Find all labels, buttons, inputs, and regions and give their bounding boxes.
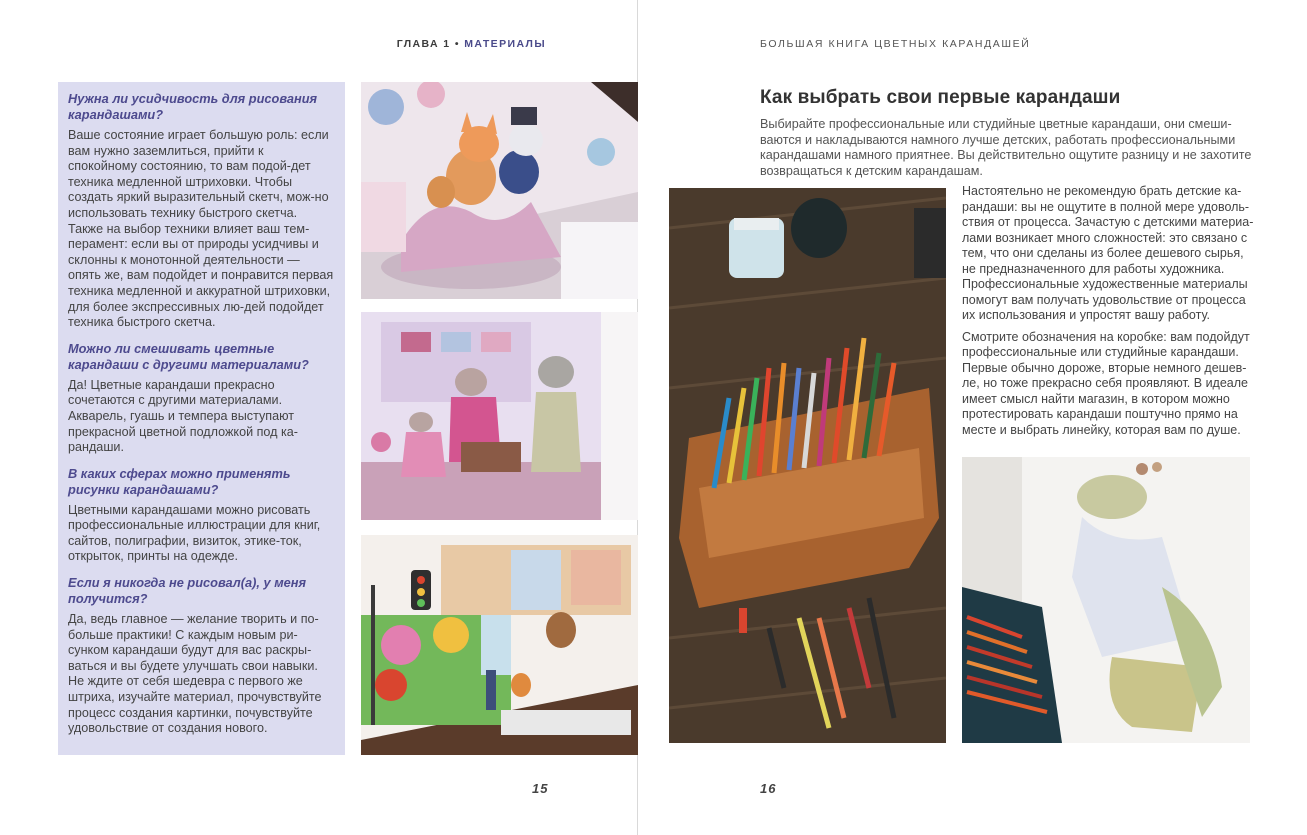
photo-frog-drawing [962, 457, 1250, 743]
photo-pencil-case [669, 188, 946, 743]
running-head-left [397, 38, 546, 50]
chapter-label: ГЛАВА 1 [396, 38, 451, 50]
photo-cats-illustration [361, 82, 638, 299]
section-label: МАТЕРИАЛЫ [464, 38, 546, 50]
page-number-left: 15 [532, 781, 549, 796]
section-title: Как выбрать свои первые карандаши [760, 87, 1121, 108]
body-paragraph: Настоятельно не рекомендую брать детские ка-рандаши: вы не ощутите в полной мере удоволь-ствия от процесса. Зачастую с детскими материа-лами возникает много сложностей: это связано с тем, что они сделаны из более дешевого сырья, не предназначенного для работы художника. Профессиональные художественные материалы помогут вам получать удовольствие от процесса их использования и упростят вашу работу. [962, 184, 1254, 322]
faq-answer: Цветными карандашами можно рисовать профессиональные иллюстрации для книг, сайтов, полиграфии, визиток, этике-ток, открыток, принты на одежде. [68, 502, 321, 564]
faq-question: Если я никогда не рисовал(а), у меня получится? [68, 575, 307, 607]
faq-sidebar [58, 82, 345, 755]
page-number-right: 16 [760, 781, 777, 796]
faq-question: Можно ли смешивать цветные карандаши с другими материалами? [68, 340, 309, 372]
bullet-separator: • [454, 38, 460, 50]
faq-question: Нужна ли усидчивость для рисования карандашами? [68, 91, 318, 122]
right-page [639, 0, 1307, 835]
faq-item [68, 575, 335, 737]
faq-answer: Да, ведь главное — желание творить и по-больше практики! С каждым новым ри-сунком карандаши будут для вас раскры-ваться и вы будете улучшать свои навыки. Не ждите от себя шедевра с первого же штриха, изучайте материал, прочувствуйте процесс создания картинки, почувствуйте удовольствие от создания нового. [68, 612, 322, 736]
body-paragraph: Смотрите обозначения на коробке: вам подойдут профессиональные или студийные карандаши. Первые обычно дороже, вторые немного дешев-ле, но тоже прекрасно себя проявляют. В идеале имеет смысл найти магазин, в котором можно протестировать карандаши поштучно прямо на месте и выбрать линейку, которая вам по душе. [962, 329, 1250, 437]
left-page [0, 0, 638, 835]
faq-item [68, 341, 335, 456]
faq-answer: Ваше состояние играет большую роль: если вам нужно заземлиться, прийти к спокойному состоянию, то вам подой-дет техника медленной штриховки. Чтобы создать яркий выразительный скетч, мож-но использовать технику быстрого скетча. Также на выбор техники влияет ваш тем-перамент: если вы от природы усидчивы и склонны к монотонной деятельности — опять же, вам подойдет и понравится первая техника медленной и аккуратной штриховки, для более экспрессивных лю-дей подойдет техника быстрого скетча. [68, 128, 334, 330]
faq-question: В каких сферах можно применять рисунки карандашами? [68, 465, 291, 497]
running-head-right: БОЛЬШАЯ КНИГА ЦВЕТНЫХ КАРАНДАШЕЙ [760, 38, 1031, 50]
faq-item [68, 91, 335, 331]
faq-answer: Да! Цветные карандаши прекрасно сочетаются с другими материалами. Акварель, гуашь и темпера выступают прекрасной цветной подложкой под ка-рандаши. [68, 377, 298, 455]
photo-mice-illustration [361, 312, 638, 520]
body-text [962, 184, 1254, 444]
photo-street-illustration [361, 535, 638, 755]
faq-item [68, 466, 335, 565]
intro-paragraph: Выбирайте профессиональные или студийные цветные карандаши, они смеши-ваются и накладываются намного лучше детских, работать профессиональными карандашами намного приятнее. Вы действительно ощутите разницу и не захотите возвращаться к детским карандашам. [760, 117, 1252, 178]
